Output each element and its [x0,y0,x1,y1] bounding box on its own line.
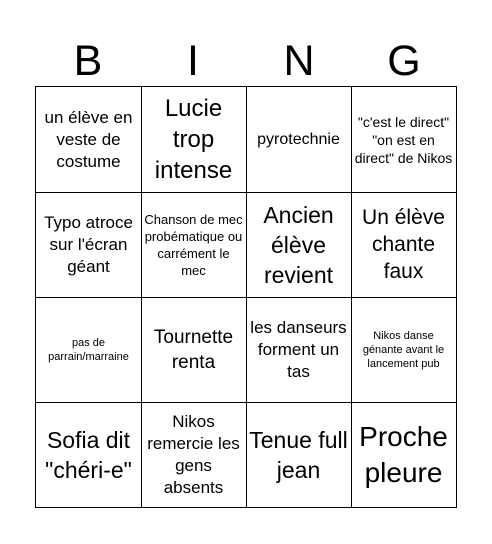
bingo-cell[interactable] [36,192,141,297]
bingo-cell-text: Proche pleure [359,420,448,488]
bingo-cell-text: un élève en veste de costume [44,107,133,171]
bingo-cell-text: Lucie trop intense [154,95,233,184]
bingo-cell-text: Ancien élève revient [263,201,334,288]
bingo-cell-text: Sofia dit "chéri-e" [45,426,132,483]
bingo-cell-text: les danseurs forment un tas [250,317,347,381]
bingo-cell-text: Typo atroce sur l'écran géant [44,212,133,276]
bingo-cell[interactable] [141,192,246,297]
header-letter-g: G [387,37,421,85]
bingo-cell[interactable] [36,297,141,402]
bingo-cell-text: Chanson de mec probématique ou carrément le mec [144,211,243,278]
bingo-cell-text: Nikos remercie les gens absents [147,411,240,497]
bingo-cell[interactable] [351,402,456,507]
bingo-cell[interactable] [141,402,246,507]
bingo-cell-text: pas de parrain/marraine [48,336,129,363]
bingo-cell[interactable] [246,297,351,402]
bingo-cell-text: "c'est le direct" "on est en direct" de Nikos [354,113,453,166]
bingo-cell[interactable] [246,87,351,192]
bingo-cell[interactable] [351,192,456,297]
bingo-cell-text: Un élève chante faux [362,206,445,283]
bingo-cell[interactable] [141,87,246,192]
bingo-grid [35,86,457,508]
bingo-cell[interactable] [36,87,141,192]
header-letter-i: I [187,37,199,85]
bingo-cell[interactable] [246,192,351,297]
bingo-cell[interactable] [246,402,351,507]
bingo-cell-text: Nikos danse génante avant le lancement pub [362,329,445,370]
bingo-cell-text: pyrotechnie [257,131,340,148]
bingo-cell[interactable] [141,297,246,402]
header-letter-b: B [73,37,103,85]
bingo-cell[interactable] [36,402,141,507]
header-letter-n: N [283,37,315,85]
bingo-header [35,36,457,86]
bingo-cell-text: Tournette renta [153,326,234,373]
bingo-cell[interactable] [351,297,456,402]
bingo-cell-text: Tenue full jean [249,426,348,483]
bingo-cell[interactable] [351,87,456,192]
